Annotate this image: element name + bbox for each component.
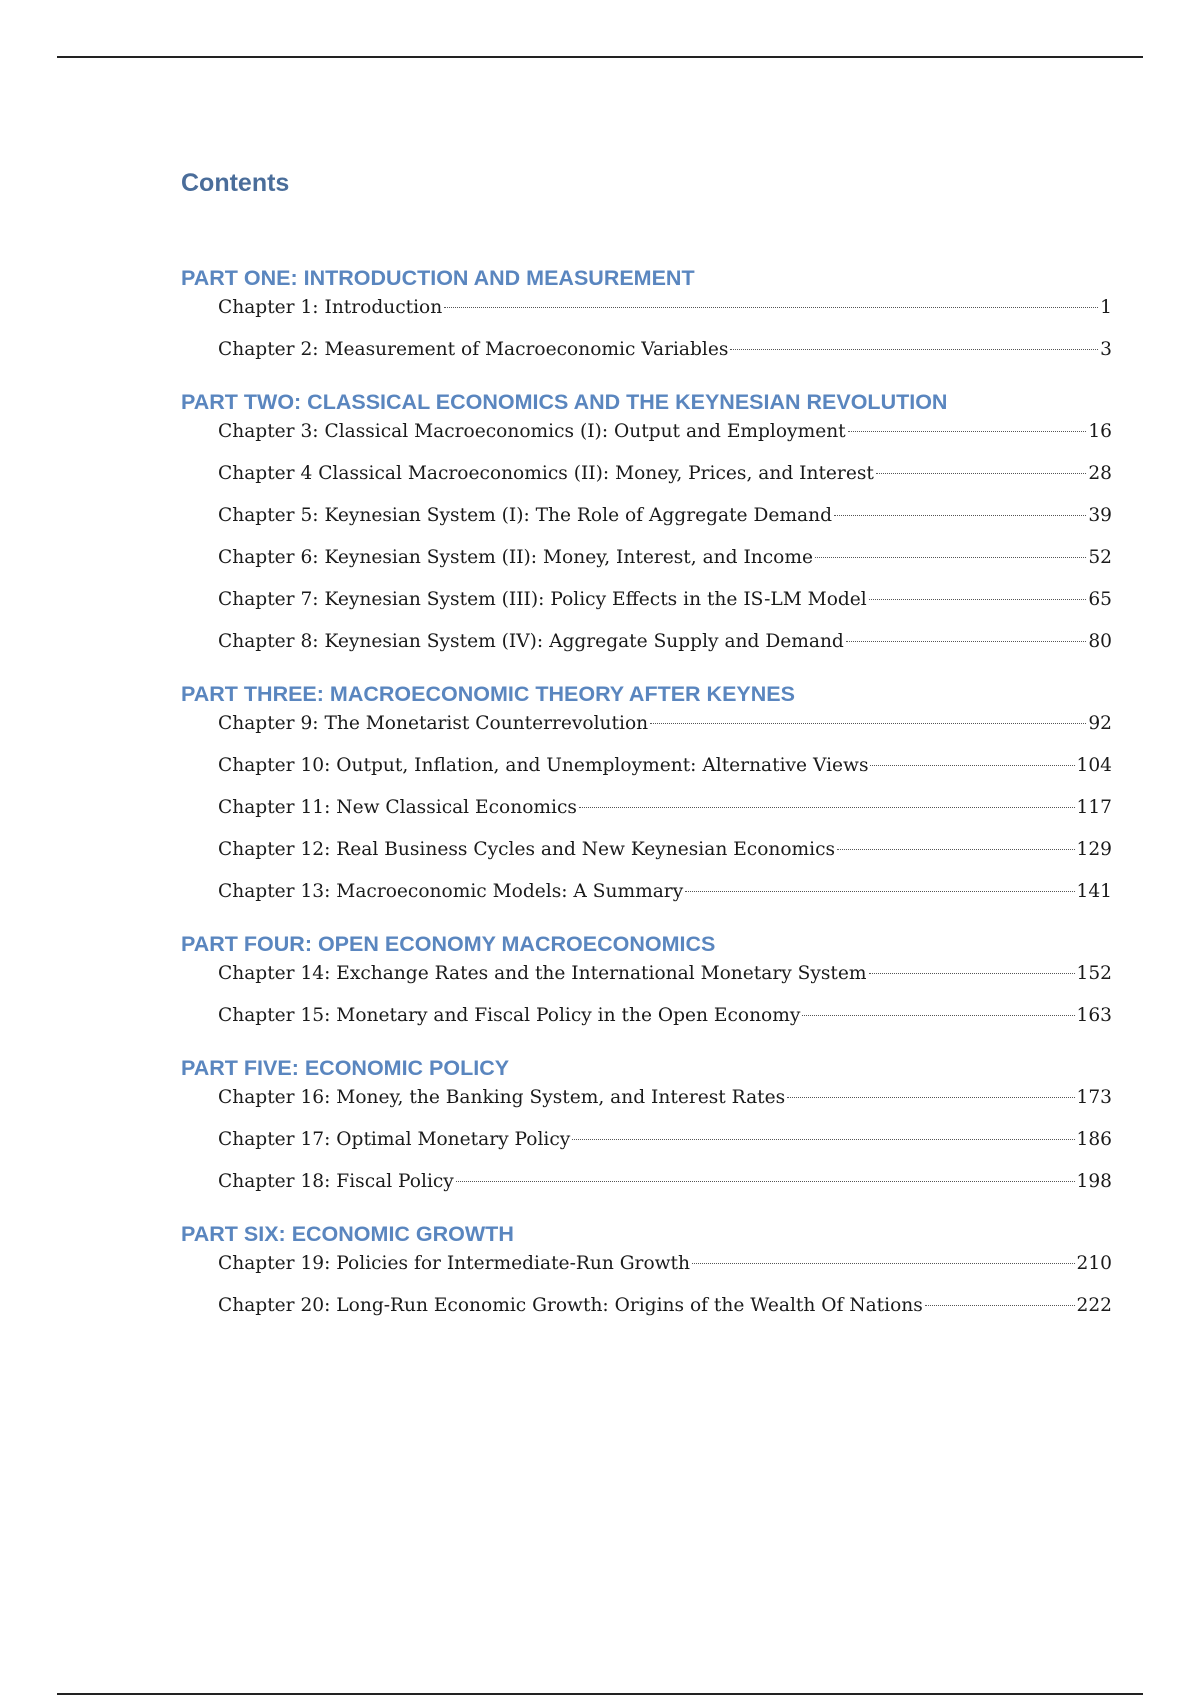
- chapter-title: Chapter 1: Introduction: [218, 297, 443, 318]
- dot-leader: [876, 473, 1086, 474]
- toc-part: [181, 263, 1112, 377]
- chapter-title: Chapter 14: Exchange Rates and the International Monetary System: [218, 963, 867, 984]
- page-number: 163: [1076, 1005, 1112, 1026]
- page-number: 222: [1076, 1295, 1112, 1316]
- table-of-contents: [181, 263, 1112, 1343]
- page-number: 80: [1088, 631, 1112, 652]
- chapter-title: Chapter 2: Measurement of Macroeconomic Variables: [218, 339, 729, 360]
- chapter-title: Chapter 10: Output, Inflation, and Unemployment: Alternative Views: [218, 755, 869, 776]
- chapter-title: Chapter 3: Classical Macroeconomics (I): Output and Employment: [218, 421, 846, 442]
- chapter-title: Chapter 13: Macroeconomic Models: A Summary: [218, 881, 684, 902]
- chapter-title: Chapter 20: Long-Run Economic Growth: Origins of the Wealth Of Nations: [218, 1295, 923, 1316]
- page-number: 52: [1088, 547, 1112, 568]
- contents-heading: Contents: [181, 169, 290, 197]
- dot-leader: [834, 515, 1086, 516]
- page-number: 141: [1076, 881, 1112, 902]
- page-number: 28: [1088, 463, 1112, 484]
- toc-entry[interactable]: [218, 543, 1112, 585]
- part-heading[interactable]: PART FIVE: ECONOMIC POLICY: [181, 1056, 510, 1080]
- page-number: 210: [1076, 1253, 1112, 1274]
- dot-leader: [456, 1181, 1075, 1182]
- page-number: 104: [1076, 755, 1112, 776]
- toc-part: [181, 1053, 1112, 1209]
- chapter-title: Chapter 18: Fiscal Policy: [218, 1171, 454, 1192]
- toc-entry[interactable]: [218, 751, 1112, 793]
- toc-entry[interactable]: [218, 335, 1112, 377]
- toc-entry[interactable]: [218, 1249, 1112, 1291]
- chapter-title: Chapter 16: Money, the Banking System, and Interest Rates: [218, 1087, 786, 1108]
- page-number: 129: [1076, 839, 1112, 860]
- toc-entry[interactable]: [218, 501, 1112, 543]
- dot-leader: [685, 891, 1074, 892]
- toc-entry[interactable]: [218, 835, 1112, 877]
- chapter-title: Chapter 9: The Monetarist Counterrevolution: [218, 713, 649, 734]
- toc-entry[interactable]: [218, 459, 1112, 501]
- dot-leader: [572, 1139, 1074, 1140]
- dot-leader: [815, 557, 1086, 558]
- part-heading[interactable]: PART TWO: CLASSICAL ECONOMICS AND THE KEYNESIAN REVOLUTION: [181, 390, 948, 414]
- dot-leader: [650, 723, 1086, 724]
- dot-leader: [870, 765, 1074, 766]
- dot-leader: [787, 1097, 1074, 1098]
- dot-leader: [837, 849, 1074, 850]
- toc-part: [181, 679, 1112, 919]
- toc-entry[interactable]: [218, 1291, 1112, 1333]
- part-heading[interactable]: PART SIX: ECONOMIC GROWTH: [181, 1222, 514, 1246]
- toc-entry[interactable]: [218, 585, 1112, 627]
- toc-entry[interactable]: [218, 877, 1112, 919]
- chapter-title: Chapter 4 Classical Macroeconomics (II): Money, Prices, and Interest: [218, 463, 874, 484]
- toc-entry[interactable]: [218, 959, 1112, 1001]
- page-number: 152: [1076, 963, 1112, 984]
- page-number: 39: [1088, 505, 1112, 526]
- chapter-title: Chapter 5: Keynesian System (I): The Role of Aggregate Demand: [218, 505, 832, 526]
- page-number: 198: [1076, 1171, 1112, 1192]
- toc-part: [181, 387, 1112, 669]
- dot-leader: [730, 349, 1098, 350]
- dot-leader: [579, 807, 1075, 808]
- dot-leader: [925, 1305, 1075, 1306]
- top-rule: [57, 56, 1143, 58]
- toc-entry[interactable]: [218, 709, 1112, 751]
- dot-leader: [692, 1263, 1074, 1264]
- part-heading[interactable]: PART FOUR: OPEN ECONOMY MACROECONOMICS: [181, 932, 716, 956]
- toc-entry[interactable]: [218, 1125, 1112, 1167]
- dot-leader: [848, 431, 1087, 432]
- dot-leader: [444, 307, 1098, 308]
- dot-leader: [869, 599, 1087, 600]
- toc-entry[interactable]: [218, 793, 1112, 835]
- chapter-title: Chapter 19: Policies for Intermediate-Run Growth: [218, 1253, 691, 1274]
- toc-entry[interactable]: [218, 293, 1112, 335]
- page-number: 173: [1076, 1087, 1112, 1108]
- dot-leader: [802, 1015, 1074, 1016]
- chapter-title: Chapter 12: Real Business Cycles and New Keynesian Economics: [218, 839, 836, 860]
- page-number: 1: [1100, 297, 1112, 318]
- toc-part: [181, 929, 1112, 1043]
- page-number: 92: [1088, 713, 1112, 734]
- chapter-title: Chapter 8: Keynesian System (IV): Aggregate Supply and Demand: [218, 631, 844, 652]
- page-number: 117: [1076, 797, 1112, 818]
- toc-entry[interactable]: [218, 1001, 1112, 1043]
- part-heading[interactable]: PART THREE: MACROECONOMIC THEORY AFTER KEYNES: [181, 682, 795, 706]
- page-number: 65: [1088, 589, 1112, 610]
- chapter-title: Chapter 7: Keynesian System (III): Policy Effects in the IS-LM Model: [218, 589, 867, 610]
- dot-leader: [846, 641, 1087, 642]
- toc-entry[interactable]: [218, 627, 1112, 669]
- bottom-rule: [57, 1693, 1143, 1695]
- page-number: 3: [1100, 339, 1112, 360]
- toc-part: [181, 1219, 1112, 1333]
- toc-entry[interactable]: [218, 1083, 1112, 1125]
- toc-entry[interactable]: [218, 417, 1112, 459]
- chapter-title: Chapter 17: Optimal Monetary Policy: [218, 1129, 571, 1150]
- page-number: 16: [1088, 421, 1112, 442]
- page-number: 186: [1076, 1129, 1112, 1150]
- chapter-title: Chapter 15: Monetary and Fiscal Policy in the Open Economy: [218, 1005, 801, 1026]
- part-heading[interactable]: PART ONE: INTRODUCTION AND MEASUREMENT: [181, 266, 695, 290]
- chapter-title: Chapter 6: Keynesian System (II): Money, Interest, and Income: [218, 547, 814, 568]
- toc-entry[interactable]: [218, 1167, 1112, 1209]
- dot-leader: [869, 973, 1075, 974]
- chapter-title: Chapter 11: New Classical Economics: [218, 797, 577, 818]
